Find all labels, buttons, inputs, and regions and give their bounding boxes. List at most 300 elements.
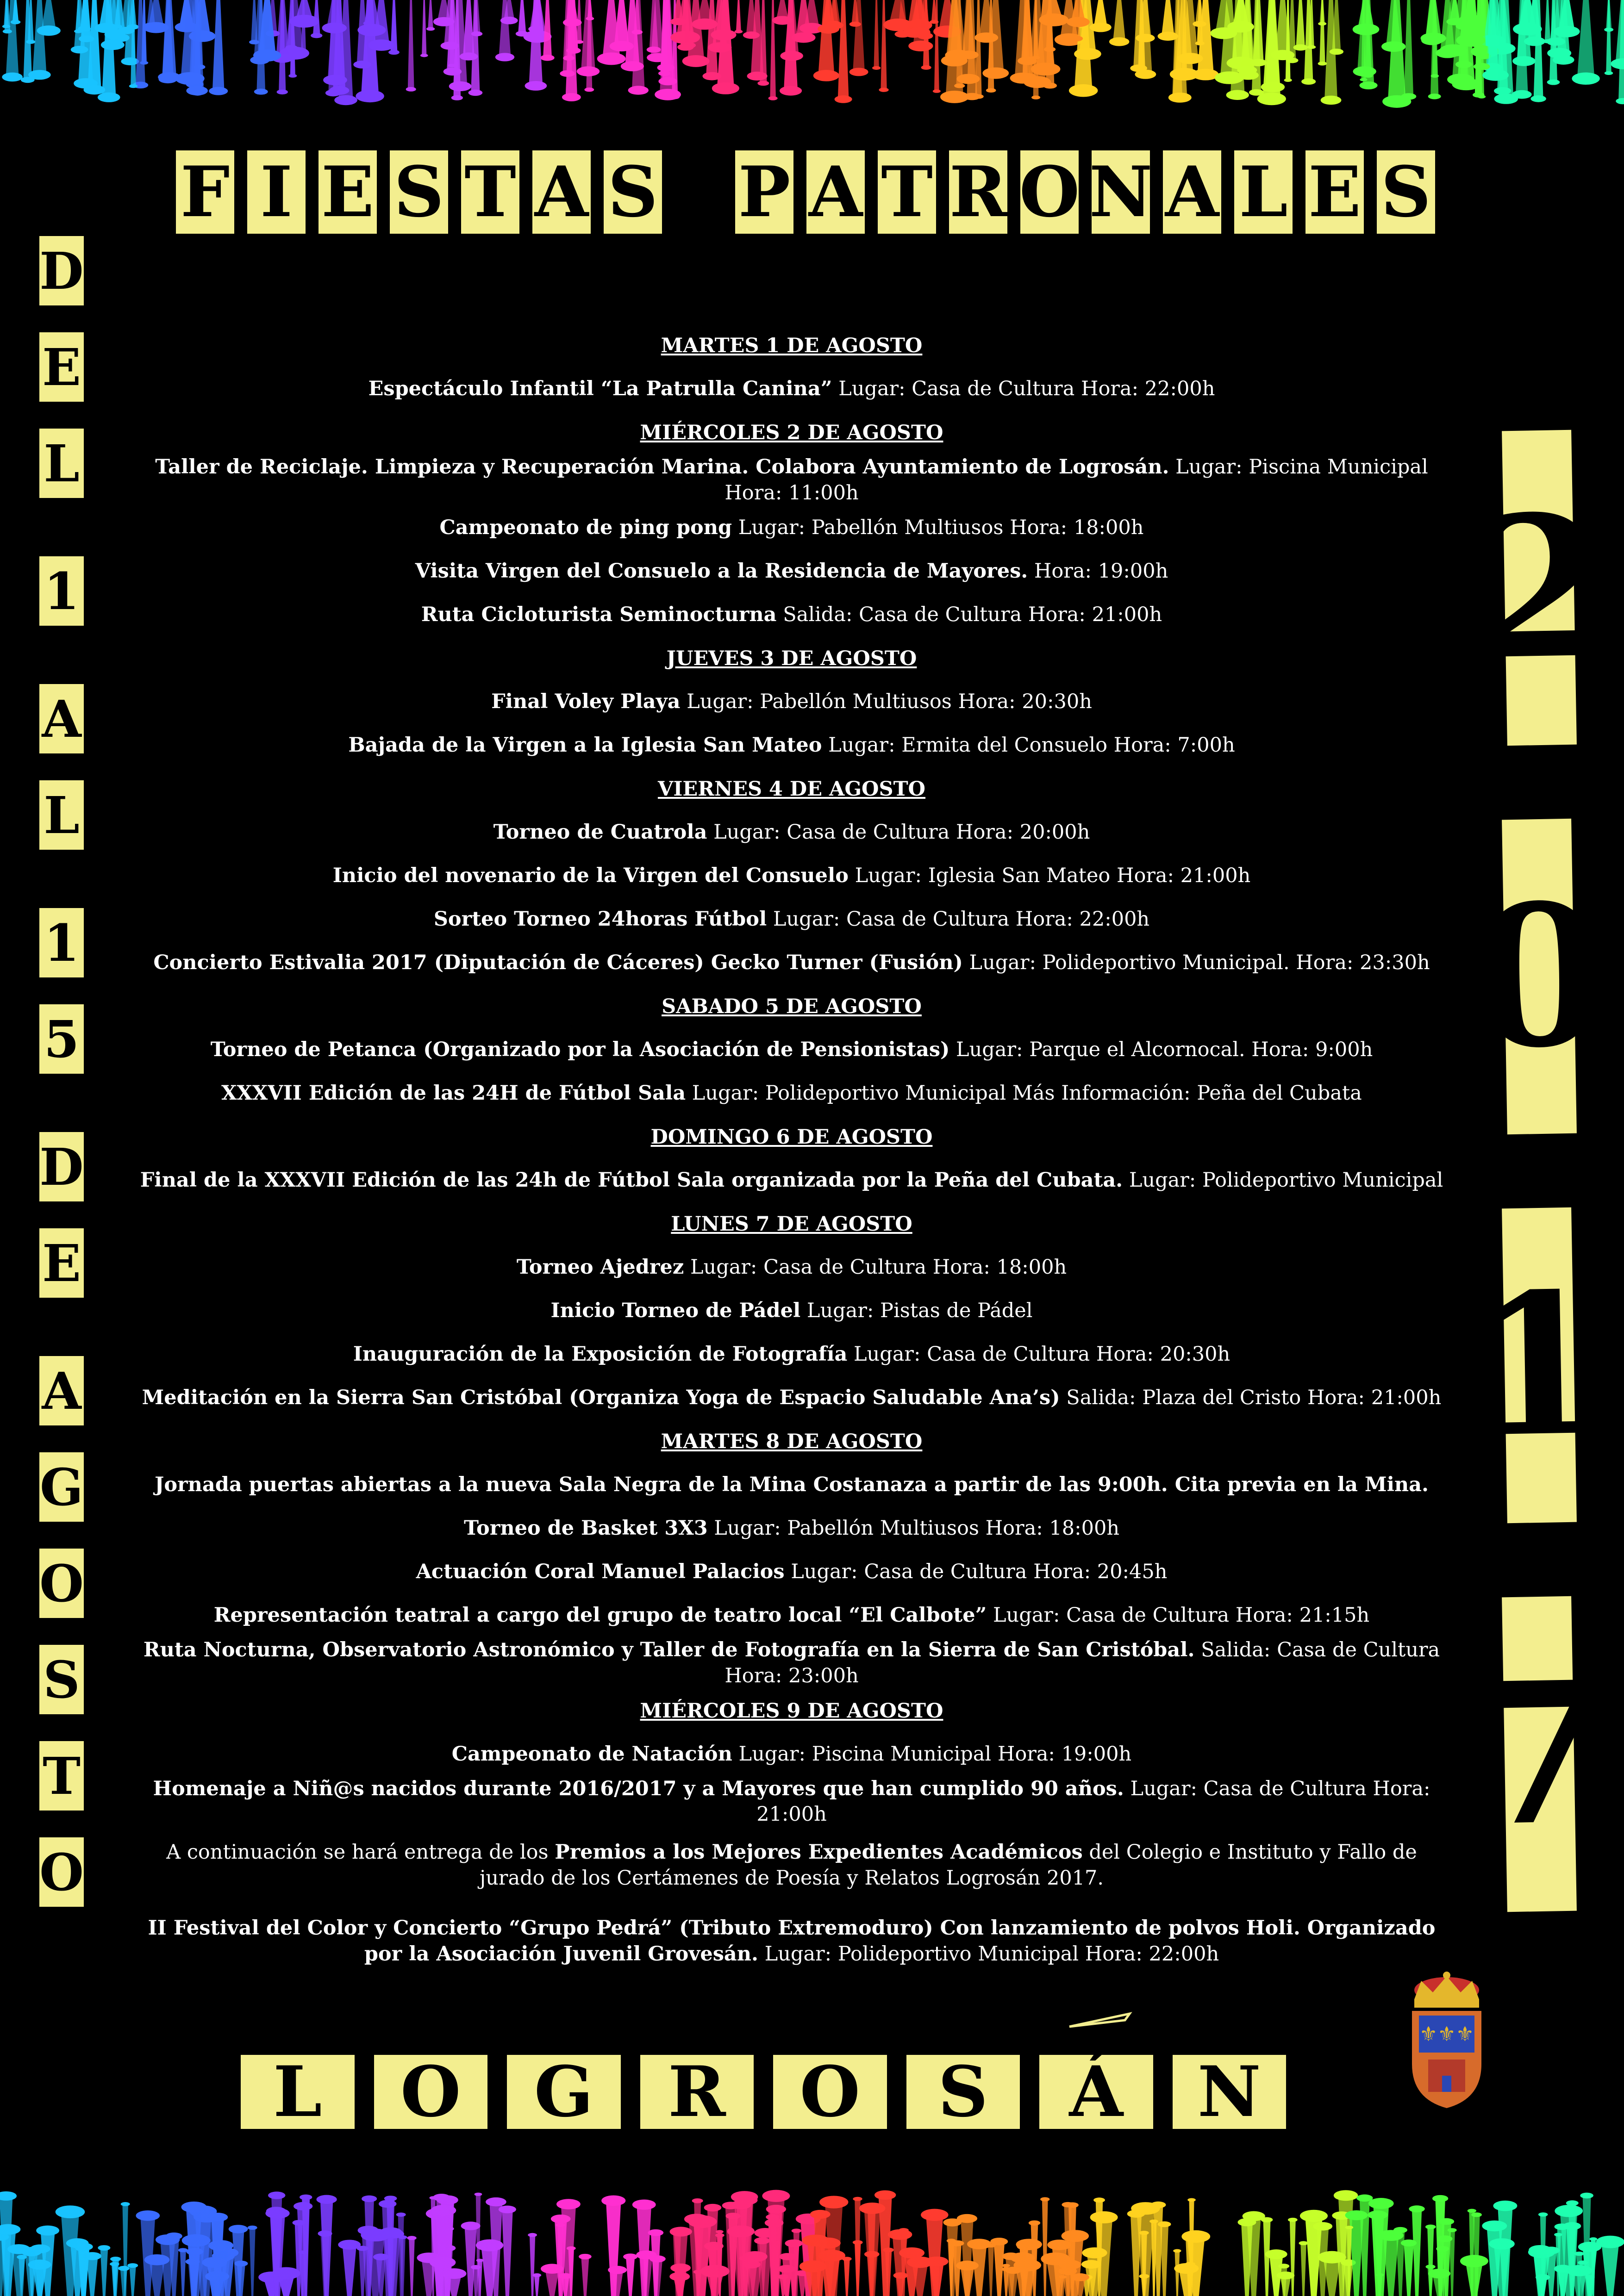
event-item [139, 367, 1444, 411]
paint-drop [757, 81, 769, 86]
event-details: Lugar: Parque el Alcornocal. Hora: 9:00h [949, 1038, 1373, 1061]
paint-drop [229, 2225, 248, 2233]
year-vertical [1469, 430, 1609, 1985]
paint-drop [819, 2196, 848, 2208]
paint-drop [670, 2264, 691, 2272]
paint-drop [621, 61, 644, 71]
paint-drop [768, 96, 778, 100]
paint-drop [1237, 66, 1257, 75]
paint-drop [1529, 2245, 1552, 2255]
paint-drop [1109, 37, 1130, 46]
paint-drip [1606, 0, 1612, 73]
paint-drop [1330, 49, 1343, 55]
event-text [421, 602, 1162, 628]
paint-drop [129, 84, 137, 88]
paint-drop [835, 95, 852, 103]
paint-drop [1596, 2236, 1624, 2248]
day-heading: DOMINGO 6 DE AGOSTO [650, 1125, 933, 1149]
date-letter-tile: E [39, 1228, 84, 1298]
paint-drop [249, 40, 259, 44]
year-digit-tile: 2 [1502, 430, 1577, 746]
paint-drop [921, 65, 931, 70]
paint-drop [1136, 71, 1148, 76]
paint-drop [156, 2234, 180, 2245]
paint-drop [712, 82, 739, 94]
paint-drop [874, 2190, 896, 2200]
paint-drip [1162, 0, 1174, 36]
paint-drop [2, 73, 23, 82]
event-details: Lugar: Ermita del Consuelo Hora: 7:00h [822, 733, 1235, 757]
paint-drop [930, 20, 938, 24]
paint-drop [181, 2202, 206, 2213]
paint-drop [925, 2257, 948, 2267]
paint-drop [872, 66, 881, 70]
paint-drip [1290, 2220, 1296, 2296]
paint-drip [1427, 2267, 1433, 2296]
paint-drop [1425, 2225, 1436, 2229]
event-title: Meditación en la Sierra San Cristóbal (Organiza Yoga de Espacio Saludable Ana’s) [142, 1386, 1060, 1409]
town-letter-tile: O [773, 2055, 887, 2129]
paint-drop [460, 52, 478, 60]
title-letter-tile: E [319, 150, 377, 234]
day-heading: JUEVES 3 DE AGOSTO [666, 647, 917, 670]
paint-drip [212, 0, 225, 91]
event-details: Lugar: Iglesia San Mateo Hora: 21:00h [848, 864, 1251, 887]
date-letter-tile: O [39, 1549, 84, 1618]
paint-drop [353, 61, 371, 68]
event-details: Lugar: Piscina Municipal Hora: 11:00h [725, 455, 1428, 504]
paint-drop [127, 2263, 138, 2268]
paint-drip [874, 0, 879, 68]
paint-drip [988, 2246, 994, 2296]
event-title: Premios a los Mejores Expedientes Académicos [555, 1841, 1083, 1864]
day-heading: VIERNES 4 DE AGOSTO [657, 777, 926, 801]
title-letter-tile: A [532, 150, 591, 234]
paint-drop [1494, 93, 1518, 104]
paint-drop [1431, 74, 1439, 78]
paint-drop [735, 30, 743, 33]
paint-drop [83, 2252, 101, 2260]
paint-drop [1616, 98, 1624, 104]
coat-of-arms-icon [1407, 1972, 1486, 2110]
event-title: Inicio del novenario de la Virgen del Consuelo [332, 864, 849, 887]
paint-drip [250, 2228, 256, 2296]
event-item [139, 724, 1444, 767]
event-text [153, 950, 1430, 976]
paint-drop [1018, 56, 1037, 65]
paint-drop [516, 31, 529, 37]
paint-drop [1474, 63, 1490, 70]
paint-drop [75, 2245, 91, 2252]
event-text [369, 376, 1215, 402]
title-letter-tile: T [461, 150, 519, 234]
paint-drop [528, 2233, 537, 2237]
paint-drop [827, 21, 841, 27]
paint-drop [670, 95, 680, 99]
event-text [139, 1840, 1444, 1892]
paint-drip [502, 2209, 513, 2296]
paint-drop [1563, 2222, 1581, 2230]
paint-drop [1473, 92, 1485, 97]
paint-drop [669, 2272, 690, 2281]
paint-drop [433, 2194, 450, 2201]
paint-drop [441, 42, 459, 50]
event-details: Hora: 19:00h [1028, 559, 1168, 583]
title-letter-tile: A [806, 150, 865, 234]
paint-drop [1318, 2251, 1346, 2264]
paint-drop [1439, 2218, 1454, 2225]
paint-drop [1554, 26, 1580, 37]
paint-drop [579, 2254, 592, 2259]
paint-drop [762, 2190, 790, 2202]
paint-drop [766, 2205, 786, 2214]
date-letter-tile: 5 [39, 1004, 84, 1074]
paint-drop [1382, 95, 1411, 108]
paint-drop [704, 2204, 722, 2211]
year-digit-tile: 7 [1502, 1596, 1577, 1912]
event-details: Lugar: Casa de Cultura Hora: 21:00h [756, 1777, 1430, 1826]
paint-drop [1566, 2200, 1579, 2206]
paint-drop [1512, 56, 1536, 66]
paint-drop [1471, 2212, 1482, 2217]
paint-drop [1040, 2197, 1049, 2202]
paint-drop [849, 68, 868, 76]
paint-drop [1334, 2190, 1358, 2201]
paint-drop [136, 2210, 160, 2221]
paint-drop [461, 2221, 481, 2230]
event-details: Salida: Plaza del Cristo Hora: 21:00h [1060, 1386, 1442, 1409]
paint-drip [961, 2219, 974, 2296]
event-text [348, 733, 1235, 759]
paint-drop [325, 89, 341, 96]
paint-drop [1300, 2210, 1328, 2222]
title-letter-tile: F [176, 150, 234, 234]
event-text [491, 689, 1092, 715]
paint-drop [1284, 78, 1292, 81]
event-details: Lugar: Polideportivo Municipal Más Información: Peña del Cubata [686, 1081, 1362, 1105]
event-text [142, 1385, 1442, 1411]
paint-drop [186, 86, 208, 95]
paint-drip [770, 0, 776, 98]
paint-drop [1428, 93, 1441, 99]
paint-drop [1547, 80, 1560, 85]
paint-drop [83, 85, 105, 95]
paint-drop [208, 2240, 233, 2251]
paint-drop [475, 2193, 482, 2196]
paint-drip [1320, 0, 1325, 24]
paint-drop [1589, 2237, 1597, 2240]
paint-drop [1257, 93, 1286, 105]
paint-drop [528, 26, 543, 32]
paint-drop [1409, 2205, 1424, 2212]
event-details: Lugar: Casa de Cultura Hora: 20:00h [707, 820, 1090, 844]
event-title: Ruta Nocturna, Observatorio Astronómico y Taller de Fotografía en la Sierra de San Cristóbal. [143, 1638, 1195, 1661]
paint-drop [449, 81, 472, 91]
date-letter-tile: L [39, 429, 84, 498]
event-title: Final de la XXXVII Edición de las 24h de Fútbol Sala organizada por la Peña del Cubata. [140, 1168, 1123, 1192]
event-item [139, 1776, 1444, 1828]
event-item [139, 1594, 1444, 1637]
paint-drop [1307, 45, 1316, 49]
paint-drop [957, 74, 980, 84]
paint-drop [682, 55, 710, 67]
event-title: Actuación Coral Manuel Palacios [416, 1560, 785, 1583]
title-letter-tile: N [1089, 151, 1153, 233]
paint-drop [323, 75, 347, 86]
paint-drop [144, 22, 169, 33]
paint-drop [1074, 48, 1101, 60]
paint-drip [581, 2257, 589, 2296]
paint-drop [1456, 34, 1485, 47]
paint-drop [1044, 47, 1056, 52]
paint-drop [311, 33, 322, 38]
paint-drop [778, 2265, 795, 2273]
date-letter-tile: S [39, 1645, 84, 1714]
paint-drip [1412, 2209, 1422, 2296]
paint-drop [693, 2270, 703, 2274]
paint-drop [322, 23, 347, 33]
paint-drop [736, 2196, 758, 2205]
event-title: Representación teatral a cargo del grupo de teatro local “El Calbote” [213, 1603, 987, 1627]
event-item [139, 1637, 1444, 1689]
paint-drop [499, 2206, 516, 2214]
paint-drop [430, 2257, 456, 2268]
paint-drop [623, 2253, 637, 2260]
paint-drop [986, 88, 996, 93]
paint-drop [1493, 2201, 1517, 2211]
year-digit-tile: 1 [1502, 1207, 1577, 1524]
paint-drop [1069, 84, 1098, 97]
paint-drop [1136, 34, 1155, 42]
event-text [517, 1255, 1067, 1281]
paint-drop [1318, 62, 1327, 66]
event-text [464, 1516, 1119, 1542]
paint-drop [202, 2257, 227, 2268]
paint-drip [1174, 2251, 1180, 2296]
event-text [211, 1037, 1373, 1063]
day-heading: MARTES 8 DE AGOSTO [661, 1430, 923, 1453]
event-item [139, 454, 1444, 506]
paint-drop [711, 29, 736, 40]
paint-drop [1265, 2249, 1287, 2259]
paint-drop [716, 2230, 724, 2233]
paint-drop [1318, 22, 1326, 25]
event-text [155, 1472, 1429, 1498]
paint-drop [1215, 71, 1244, 84]
event-item [139, 550, 1444, 593]
paint-drop [1016, 2239, 1042, 2250]
event-title: Torneo de Cuatrola [493, 820, 707, 844]
paint-drop [1069, 36, 1083, 42]
paint-drop [101, 40, 125, 50]
svg-text:⚜⚜⚜: ⚜⚜⚜ [1419, 2022, 1474, 2046]
event-title: Espectáculo Infantil “La Patrulla Canina” [368, 377, 832, 401]
paint-drip [129, 2265, 136, 2296]
date-letter-tile: A [39, 1356, 84, 1425]
event-item [139, 506, 1444, 550]
title-letter-tile: I [247, 150, 306, 234]
paint-drop [476, 2259, 484, 2262]
paint-drop [780, 86, 802, 96]
paint-drop [362, 2196, 377, 2202]
word-spacer [39, 653, 90, 684]
paint-drop [209, 87, 228, 95]
event-item [139, 941, 1444, 985]
paint-drop [792, 2228, 802, 2233]
paint-drip [422, 0, 426, 56]
paint-drop [1421, 36, 1443, 45]
event-text [353, 1342, 1230, 1368]
event-text [139, 1637, 1444, 1689]
event-title: Inicio Torneo de Pádel [550, 1299, 801, 1322]
paint-drop [853, 2197, 862, 2201]
event-item [139, 593, 1444, 637]
paint-drip [1042, 2199, 1048, 2296]
paint-drop [207, 2213, 228, 2221]
paint-drop [597, 52, 626, 65]
paint-drop [56, 2205, 85, 2218]
paint-drop [451, 95, 463, 100]
paint-drop [1605, 71, 1613, 75]
paint-drop [21, 77, 35, 83]
event-details: del Colegio e Instituto y Fallo de jurado de los Certámenes de Poesía y Relatos Logrosán 2017. [479, 1841, 1417, 1890]
event-item [139, 680, 1444, 724]
paint-drop [562, 93, 581, 101]
event-details: Lugar: Polideportivo Municipal. Hora: 23:30h [962, 951, 1430, 974]
event-text [139, 1776, 1444, 1828]
paint-drop [334, 95, 357, 106]
paint-drip [1404, 0, 1414, 96]
title-letter-tile: L [1234, 150, 1293, 234]
date-letter-tile: D [39, 1132, 84, 1201]
paint-drop [879, 87, 888, 92]
event-details: Lugar: Pabellón Multiusos Hora: 20:30h [680, 690, 1092, 713]
title-letter-tile: O [1019, 151, 1080, 233]
word-spacer [39, 525, 90, 556]
event-title: Ruta Cicloturista Seminocturna [421, 603, 777, 626]
town-letter-tile: Á [1039, 2055, 1153, 2129]
paint-drop [384, 2196, 397, 2201]
paint-drop [1277, 2271, 1295, 2279]
word-spacer [39, 1325, 90, 1356]
event-details: Lugar: Casa de Cultura Hora: 20:45h [784, 1560, 1168, 1583]
paint-drop [300, 2195, 312, 2200]
paint-drop [356, 2246, 368, 2251]
paint-drop [1071, 2273, 1089, 2281]
paint-drop [290, 15, 319, 28]
day-heading: SABADO 5 DE AGOSTO [662, 995, 922, 1018]
paint-drop [26, 2247, 37, 2252]
title-letter-tile: E [1305, 150, 1364, 234]
title-letter-tile: S [390, 150, 448, 234]
paint-drip [1404, 2243, 1414, 2296]
event-title: Final Voley Playa [491, 690, 681, 713]
town-letter-tile: N [1173, 2055, 1287, 2129]
year-digit-tile: 0 [1502, 819, 1577, 1135]
paint-drop [818, 2250, 845, 2261]
event-title: Campeonato de Natación [451, 1742, 732, 1766]
paint-drop [632, 2199, 656, 2209]
paint-drop [1301, 78, 1316, 85]
paint-drop [0, 2191, 17, 2201]
paint-drop [1010, 2252, 1035, 2263]
paint-drip [736, 0, 741, 31]
event-item [139, 811, 1444, 854]
paint-drop [420, 54, 428, 57]
paint-splash-top [0, 0, 1624, 153]
paint-drop [1547, 48, 1571, 58]
paint-drop [1368, 2198, 1394, 2209]
event-details: Salida: Casa de Cultura Hora: 21:00h [776, 603, 1162, 626]
event-details: Lugar: Casa de Cultura Hora: 21:15h [987, 1603, 1370, 1627]
paint-drop [1580, 2193, 1593, 2199]
paint-drop [1437, 2235, 1452, 2242]
event-title: Inauguración de la Exposición de Fotografía [353, 1342, 848, 1366]
paint-drop [1432, 2195, 1448, 2202]
date-range-vertical [39, 236, 90, 1934]
title-letter-tile: T [878, 150, 936, 234]
paint-drop [248, 2226, 257, 2230]
paint-drop [1482, 2221, 1507, 2232]
date-letter-tile: O [39, 1837, 84, 1907]
event-details: Lugar: Pabellón Multiusos Hora: 18:00h [707, 1516, 1120, 1540]
event-intro: A continuación se hará entrega de los [166, 1841, 555, 1864]
paint-drop [954, 83, 965, 88]
paint-drop [586, 17, 594, 20]
event-title: Campeonato de ping pong [439, 516, 732, 539]
paint-drop [36, 2226, 59, 2236]
poster-title [176, 139, 1472, 245]
paint-drop [98, 2245, 110, 2251]
event-text [434, 907, 1149, 933]
date-letter-tile: 1 [39, 908, 84, 977]
paint-drop [908, 41, 933, 51]
event-item [139, 1733, 1444, 1776]
paint-drop [560, 70, 575, 77]
paint-drop [1489, 2238, 1515, 2249]
paint-splash-bottom [0, 2111, 1624, 2296]
town-letter-tile: L [241, 2055, 355, 2129]
paint-drip [1300, 2243, 1306, 2296]
event-text [214, 1603, 1369, 1629]
date-letter-tile: D [39, 236, 84, 305]
paint-drop [253, 50, 281, 62]
paint-drop [110, 2257, 121, 2261]
paint-drop [556, 2199, 581, 2209]
event-details: Lugar: Polideportivo Municipal Hora: 22:00h [758, 1942, 1219, 1966]
paint-drop [566, 47, 581, 54]
paint-drop [71, 46, 88, 54]
paint-drip [180, 2250, 186, 2296]
paint-drop [185, 2259, 200, 2265]
event-title: Torneo de Petanca (Organizado por la Asociación de Pensionistas) [210, 1038, 950, 1061]
paint-drip [100, 2248, 108, 2296]
event-details: Lugar: Pistas de Pádel [800, 1299, 1033, 1322]
paint-drop [0, 2224, 20, 2234]
paint-drop [121, 57, 139, 65]
event-details: Lugar: Casa de Cultura Hora: 22:00h [767, 907, 1150, 931]
paint-drop [186, 2248, 203, 2255]
paint-drip [463, 0, 475, 56]
paint-drop [118, 2266, 130, 2271]
event-details: Lugar: Casa de Cultura Hora: 18:00h [684, 1255, 1067, 1279]
paint-drop [813, 70, 839, 81]
paint-drip [1577, 0, 1595, 79]
paint-drop [1238, 2218, 1256, 2226]
paint-drop [692, 2198, 703, 2203]
paint-drop [610, 41, 634, 51]
paint-drop [486, 2197, 506, 2207]
